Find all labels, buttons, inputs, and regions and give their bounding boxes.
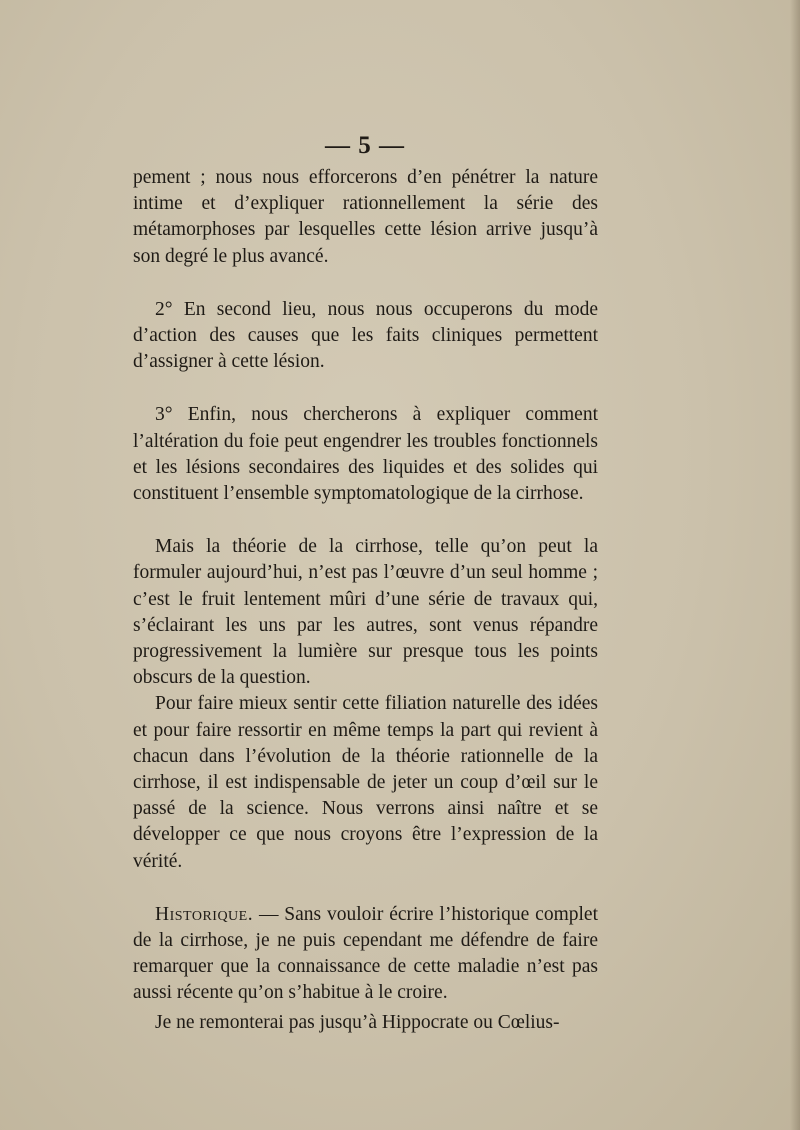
section-heading-historique: Historique. bbox=[155, 903, 254, 925]
paragraph-6 bbox=[133, 902, 598, 1007]
paragraph-3: 3° Enfin, nous chercherons à expliquer comment l’altération du foie peut engendrer les troubles fonctionnels et les lésions secondaires des liquides et des solides qui constituent l’ensemble symptomatologique de la cirrhose. bbox=[133, 404, 598, 505]
paragraph-5: Pour faire mieux sentir cette filiation naturelle des idées et pour faire ressortir en même temps la part qui revient à chacun dans l’évolution de la théorie rationnelle de la cirrhose, il est indispensable de jeter un coup d’œil sur le passé de la science. Nous verrons ainsi naître et se développer ce que nous croyons être l’expression de la vérité. bbox=[133, 693, 598, 872]
paragraph-1: pement ; nous nous efforcerons d’en pénétrer la nature intime et d’expliquer rationnellement la série des métamorphoses par lesquelles cette lésion arrive jusqu’à son degré le plus avancé. bbox=[133, 167, 598, 267]
paragraph-4: Mais la théorie de la cirrhose, telle qu’on peut la formuler aujourd’hui, n’est pas l’œuvre d’un seul homme ; c’est le fruit lentement mûri d’une série de travaux qui, s’éclairant les uns par les autres, sont venus répandre progressivement la lumière sur presque tous les points obscurs de la question. bbox=[133, 536, 598, 689]
page-edge-shadow bbox=[790, 0, 800, 1130]
page-number: — 5 — bbox=[325, 132, 405, 159]
paragraph-2: 2° En second lieu, nous nous occuperons du mode d’action des causes que les faits cliniques permettent d’assigner à cette lésion. bbox=[133, 298, 598, 373]
body-text bbox=[133, 165, 598, 1036]
paragraph-7: Je ne remonterai pas jusqu’à Hippocrate ou Cœlius- bbox=[155, 1011, 560, 1033]
paragraph-6-text: — Sans vouloir écrire l’historique complet de la cirrhose, je ne puis cependant me défendre de faire remarquer que la connaissance de cette maladie n’est pas aussi récente qu’on s’habitue à le croire. bbox=[133, 903, 598, 1004]
